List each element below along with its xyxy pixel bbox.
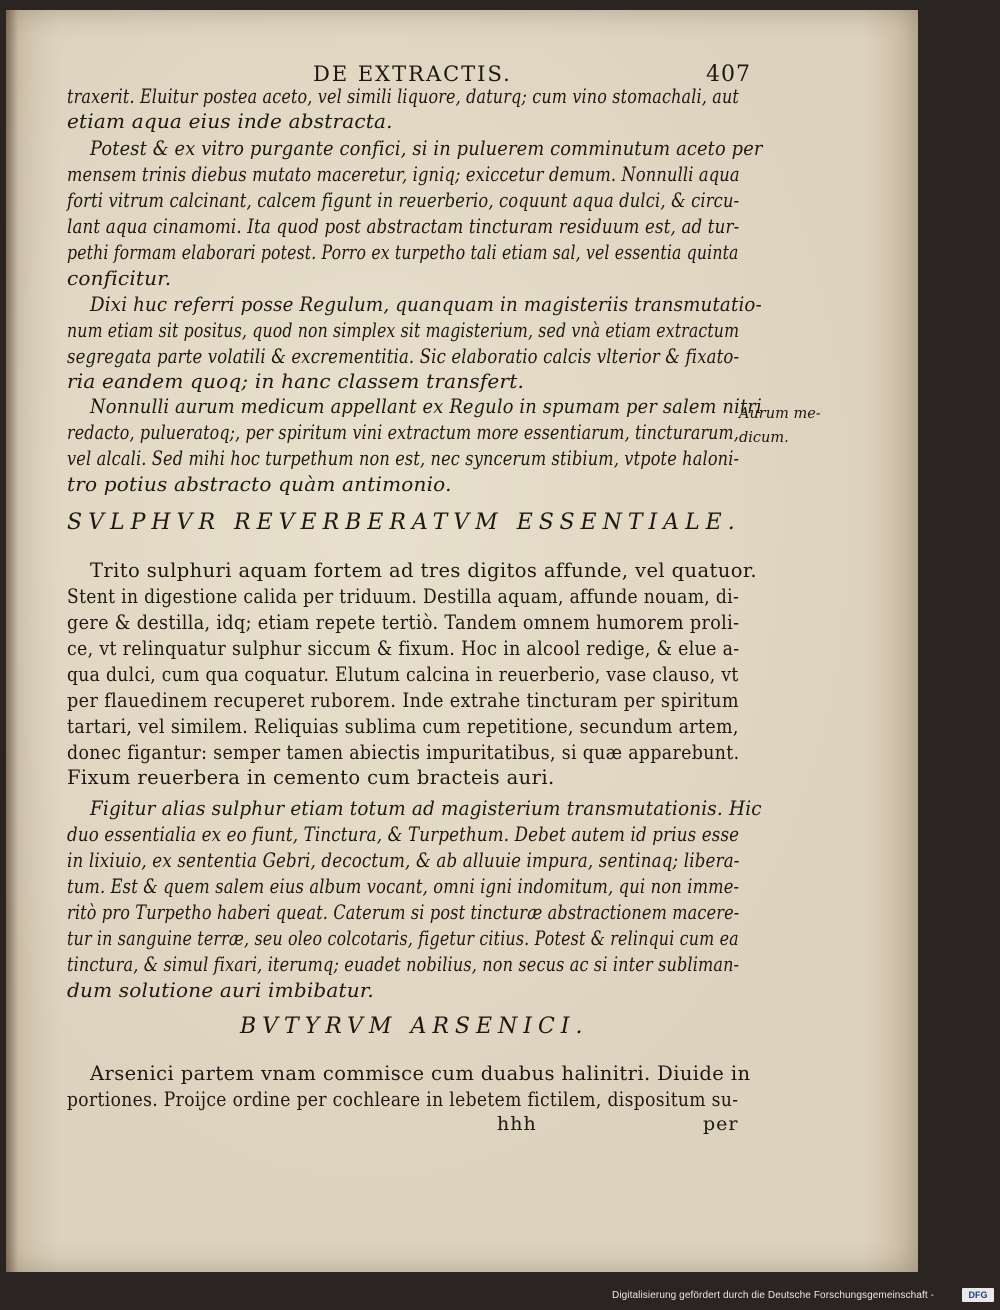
text-line: tinctura, & simul fixari, iterumq; euadet nobilius, non secus ac si inter subliman- <box>67 952 740 976</box>
text-line: ritò pro Turpetho haberi queat. Caterum si post tincturæ abstractionem macere- <box>67 900 740 924</box>
text-line: dum solutione auri imbibatur. <box>67 978 374 1002</box>
text-line: ria eandem quoq; in hanc classem transfert. <box>67 369 525 393</box>
text-line: num etiam sit positus, quod non simplex sit magisterium, sed vnà etiam extractum <box>67 318 740 342</box>
text-line: duo essentialia ex eo fiunt, Tinctura, & Turpethum. Debet autem id prius esse <box>67 822 740 846</box>
text-line: lant aqua cinamomi. Ita quod post abstractam tincturam residuum est, ad tur- <box>67 214 740 238</box>
text-line: traxerit. Eluitur postea aceto, vel simili liquore, daturq; cum vino stomachali, aut <box>67 84 739 108</box>
running-head: DE EXTRACTIS. <box>313 62 512 86</box>
text-line: tur in sanguine terræ, seu oleo colcotaris, figetur citius. Potest & relinqui cum ea <box>67 926 739 950</box>
funding-credit: Digitalisierung gefördert durch die Deutsche Forschungsgemeinschaft - <box>612 1290 935 1301</box>
text-line: tro potius abstracto quàm antimonio. <box>67 472 452 496</box>
book-page <box>6 10 918 1272</box>
margin-note-line-1: Aurum me- <box>739 406 821 422</box>
text-line: pethi formam elaborari potest. Porro ex turpetho tali etiam sal, vel essentia quinta <box>67 240 739 264</box>
text-line: tum. Est & quem salem eius album vocant, omni igni indomitum, qui non imme- <box>67 874 740 898</box>
text-line: Figitur alias sulphur etiam totum ad magisterium transmutationis. Hic <box>90 796 762 820</box>
text-line: donec figantur: semper tamen abiectis impuritatibus, si quæ apparebunt. <box>67 741 740 764</box>
catchword: per <box>703 1113 739 1135</box>
margin-note-line-2: dicum. <box>739 430 789 446</box>
text-line: conficitur. <box>67 266 172 290</box>
text-line: Stent in digestione calida per triduum. Destilla aquam, affunde nouam, di- <box>67 585 740 608</box>
text-line: in lixiuio, ex sententia Gebri, decoctum, & ab alluuie impura, sentinaq; libera- <box>67 848 740 872</box>
text-line: Dixi huc referri posse Regulum, quanquam in magisteriis transmutatio- <box>90 292 762 316</box>
page-gutter-shadow <box>6 10 18 1272</box>
text-line: portiones. Proijce ordine per cochleare in lebetem fictilem, dispositum su- <box>67 1088 739 1111</box>
section-heading: BVTYRVM ARSENICI. <box>240 1014 589 1039</box>
text-line: vel alcali. Sed mihi hoc turpethum non est, nec syncerum stibium, vtpote haloni- <box>67 446 740 470</box>
text-line: Trito sulphuri aquam fortem ad tres digitos affunde, vel quatuor. <box>90 559 758 582</box>
text-line: Fixum reuerbera in cemento cum bracteis auri. <box>67 766 555 789</box>
text-line: ce, vt relinquatur sulphur siccum & fixum. Hoc in alcool redige, & elue a- <box>67 637 740 660</box>
text-line: forti vitrum calcinant, calcem figunt in reuerberio, coquunt aqua dulci, & circu- <box>67 188 740 212</box>
section-heading: SVLPHVR REVERBERATVM ESSENTIALE. <box>67 510 741 535</box>
text-line: qua dulci, cum qua coquatur. Elutum calcina in reuerberio, vase clauso, vt <box>67 663 739 686</box>
dfg-logo[interactable]: DFG <box>962 1288 994 1302</box>
text-line: Potest & ex vitro purgante confici, si in puluerem comminutum aceto per <box>90 136 763 160</box>
text-line: redacto, pulueratoq;, per spiritum vini extractum more essentiarum, tincturarum, <box>67 420 739 444</box>
text-line: gere & destilla, idq; etiam repete tertiò. Tandem omnem humorem proli- <box>67 611 740 634</box>
text-line: etiam aqua eius inde abstracta. <box>67 109 393 133</box>
text-line: segregata parte volatili & excrementitia. Sic elaboratio calcis vlterior & fixato- <box>67 344 740 368</box>
signature-mark: hhh <box>497 1113 537 1135</box>
text-line: tartari, vel similem. Reliquias sublima cum repetitione, secundum artem, <box>67 715 739 738</box>
text-line: mensem trinis diebus mutato maceretur, igniq; exiccetur demum. Nonnulli aqua <box>67 162 740 186</box>
page-number: 407 <box>706 62 751 87</box>
text-line: Arsenici partem vnam commisce cum duabus halinitri. Diuide in <box>90 1062 751 1085</box>
text-line: Nonnulli aurum medicum appellant ex Regulo in spumam per salem nitri <box>90 394 762 418</box>
text-line: per flauedinem recuperet ruborem. Inde extrahe tincturam per spiritum <box>67 689 739 712</box>
